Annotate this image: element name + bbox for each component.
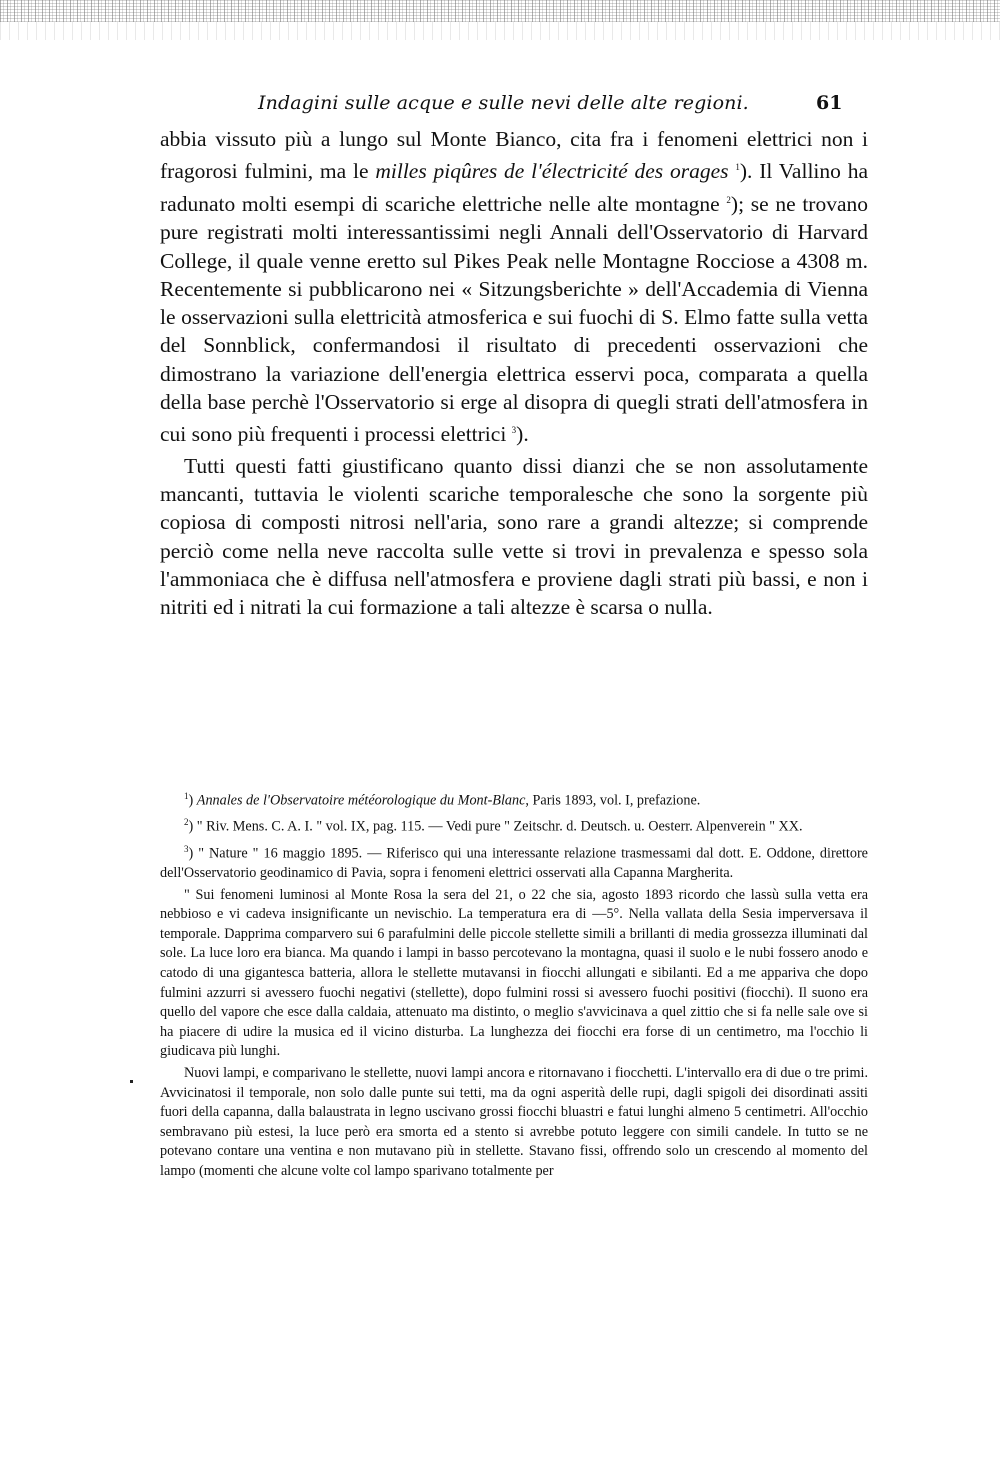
footnote-text: " Nature " 16 maggio 1895. — Riferisco qui una interessante relazione trasmessami dal dott. E. Oddone, direttore dell'Osservatorio geodinamico di Pavia, sopra i fenomeni elettrici osservati alla Capanna Margherita.: [160, 845, 868, 881]
footnotes: [160, 787, 868, 1183]
footnote-mark: 3: [184, 843, 189, 854]
running-title: Indagini sulle acque e sulle nevi delle alte regioni.: [258, 92, 749, 114]
footnote-citation-title: Annales de l'Observatoire météorologique du Mont-Blanc: [196, 792, 526, 809]
footnote-text: " Riv. Mens. C. A. I. " vol. IX, pag. 115. — Vedi pure " Zeitschr. d. Deutsch. u. Oesterr. Alpenverein " XX.: [196, 819, 803, 836]
footnote-quote-1: " Sui fenomeni luminosi al Monte Rosa la sera del 21, o 22 che sia, agosto 1893 ricordo che lassù sulla vetta era nebbioso e vi cadeva insignificante un nevischio. La temperatura era di —5°. Nella vallata della Sesia imperversava il temporale. Dapprima comparvero sui 6 parafulmini delle piccole stellette simili a brillanti di media grossezza illuminati dal sole. La luce loro era bianca. Ma quando i lampi in basso percotevano la montagna, quasi il suolo e le nubi fossero anodo e catodo di una gigantesca batteria, allora le stellette mutavansi in fiocchi allungati e sibilanti. Ed a me appariva che dopo fulmini azzurri si avessero fuochi negativi (stellette), dopo fulmini rossi si avessero fuochi positivi (fiocchi). Il suono era quello del vapore che esce dalla caldaia, attenuato ma distinto, o meglio s'avvicinava a quel zittio che si fa nelle sale ove si ha piacere di udire la musica ed il vicino disturba. La lunghezza dei fiocchi era forse di un centimetro, ma l'occhio li giudicava più lunghi.: [160, 886, 868, 1060]
text-segment: ).: [516, 422, 529, 447]
footnote-3: $^3$) " Nature " 16 maggio 1895. — Riferisco qui una interessante relazione trasmessami dal dott. E. Oddone, direttore dell'Osservatorio geodinamico di Pavia, sopra i fenomeni elettrici osservati alla Capanna Margherita.: [160, 843, 868, 881]
margin-mark: [130, 1080, 133, 1083]
text-segment: ); se ne trovano pure registrati molti interessantissimi negli Annali dell'Osservatorio di Harvard College, il quale venne eretto sul Pikes Peak nelle Montagne Rocciose a 4308 m. Recentemente si pubblicarono nei « Sitzungsberichte » dell'Accademia di Vienna le osservazioni sulla elettricità atmosferica e sui fuochi di S. Elmo fatte sulla vetta del Sonnblick, confermandosi il risultato di precedenti osservazioni che dimostrano la variazione dell'energia elettrica esservi poca, comparata a quella della base perchè l'Osservatorio si erge al disopra di quegli strati dell'atmosfera in cui sono più frequenti i processi elettrici: [160, 191, 868, 447]
text-segment: ). Il Vallino ha radunato molti esempi di scariche elettriche nelle alte montagne: [160, 159, 869, 216]
text-segment: abbia vissuto più a lungo sul Monte Bianco, cita fra i fenomeni elettrici non i fragorosi fulmini, ma le: [160, 127, 868, 184]
footnote-quote-2: Nuovi lampi, e comparivano le stellette, nuovi lampi ancora e ritornavano i fiocchetti. L'intervallo era di due o tre primi. Avvicinatosi il temporale, non solo dalle punte sui tetti, ma da ogni asperità delle rupi, dagli spigoli dei disordinati assiti fuori della capanna, dalla balaustrata in legno uscivano grossi fiocchi bluastri e fatui lunghi almeno 5 centimetri. All'occhio sembravano più estesi, la luce però era smorta ed a stento si avrebbe potuto leggere con simili candele. In tutto se ne potevano contare una ventina e non mutavano più in stellette. Stavano fissi, offrendo solo un crescendo al momento del lampo (momenti che alcune volte col lampo sparivano totalmente per: [160, 1064, 868, 1179]
footnote-1: $^1$) Annales de l'Observatoire météorologique du Mont-Blanc, Paris 1893, vol. I, prefazione.: [184, 791, 701, 809]
footnote-2: $^2$) " Riv. Mens. C. A. I. " vol. IX, pag. 115. — Vedi pure " Zeitschr. d. Deutsch. u. Oesterr. Alpenverein " XX.: [184, 817, 803, 836]
footnote-mark: 1: [184, 791, 189, 801]
main-text: [160, 125, 868, 622]
paragraph-1: [160, 125, 868, 449]
footnote-ref-3[interactable]: 3: [511, 425, 517, 436]
footnote-text: , Paris 1893, vol. I, prefazione.: [525, 792, 701, 809]
footnote-ref-1[interactable]: 1: [735, 162, 740, 173]
italic-quote: milles piqûres de l'électricité des orages: [375, 159, 729, 184]
footnote-mark: 2: [184, 817, 189, 828]
paragraph-2: Tutti questi fatti giustificano quanto dissi dianzi che se non assolutamente mancanti, tuttavia le violenti scariche temporalesche che sono la sorgente più copiosa di composti nitrosi nell'aria, sono rare a grandi altezze; si comprende perciò come nella neve raccolta sulle vette si trovi in prevalenza e spesso sola l'ammoniaca che è diffusa nell'atmosfera e proviene dagli strati più bassi, e non i nitriti ed i nitrati la cui formazione a tali altezze è scarsa o nulla.: [160, 453, 868, 620]
page-number: 61: [816, 92, 843, 114]
footnote-ref-2[interactable]: 2: [726, 194, 731, 205]
scan-artifact-top: [0, 0, 1000, 22]
scan-artifact-fade: [0, 22, 1000, 40]
